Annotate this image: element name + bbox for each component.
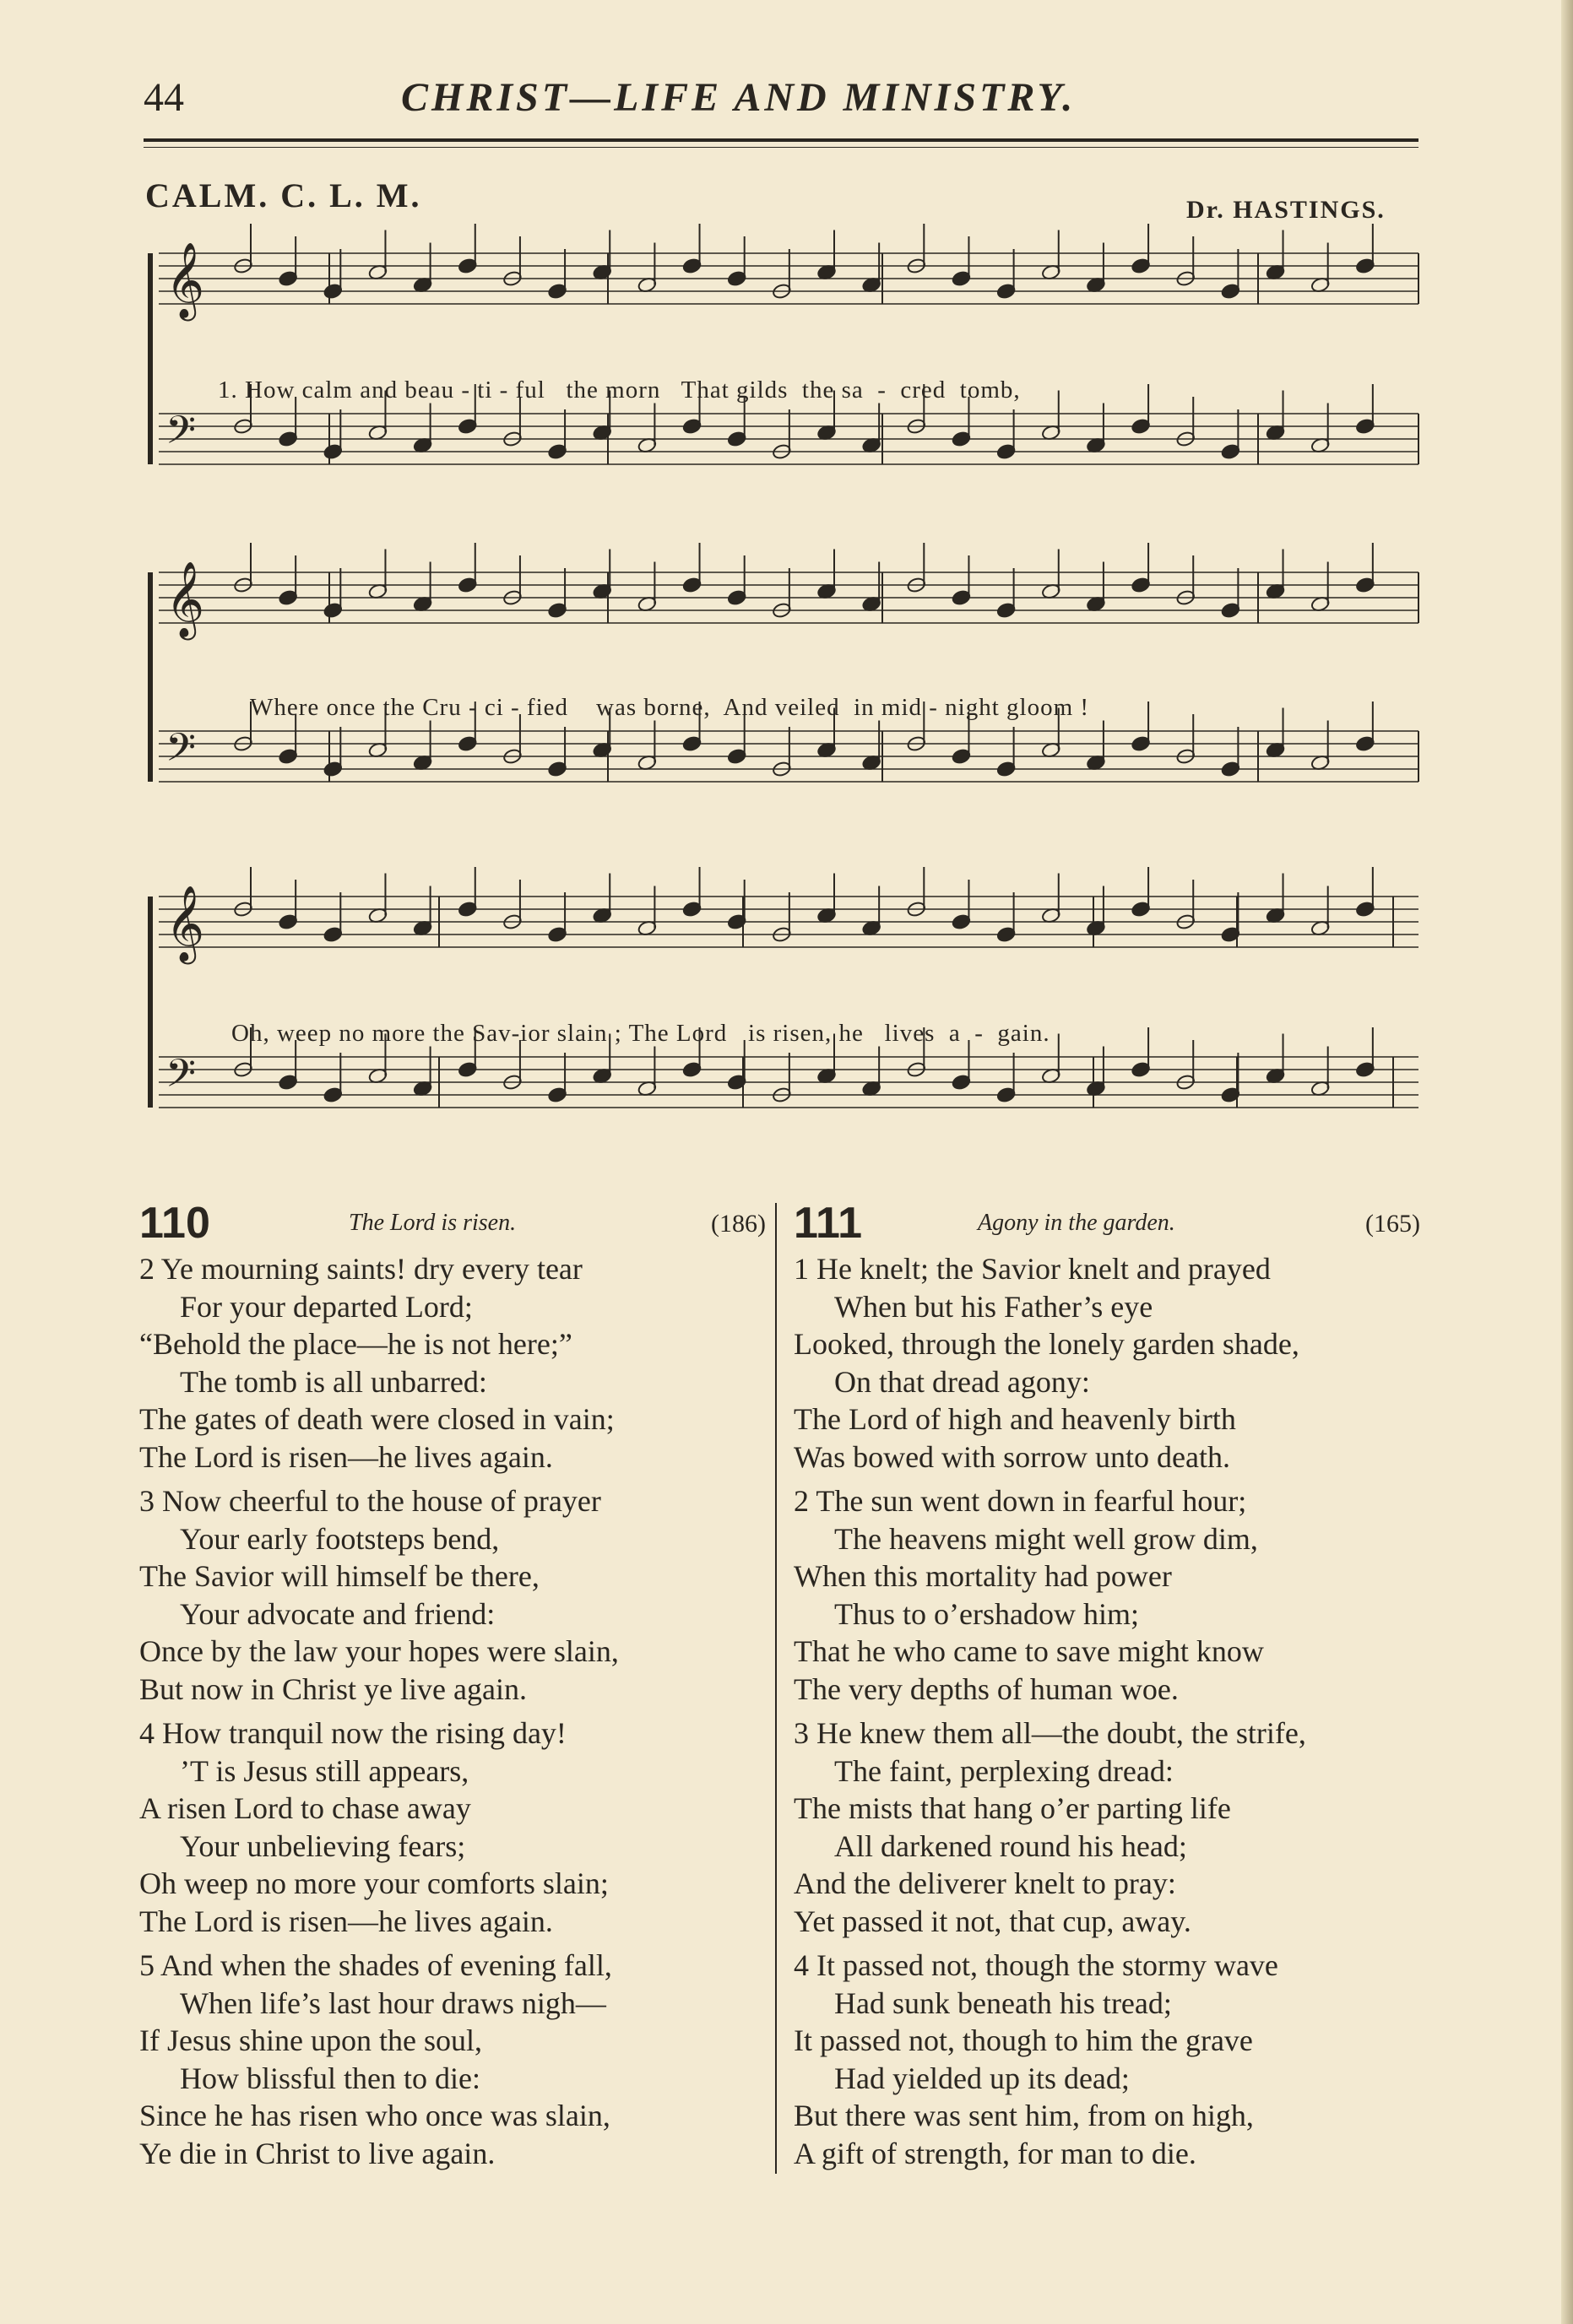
stanza-line: Once by the law your hopes were slain, bbox=[139, 1634, 619, 1668]
treble-clef: 𝄞 bbox=[165, 561, 205, 637]
stanza-line: The Lord is risen—he lives again. bbox=[139, 1439, 553, 1474]
page-number: 44 bbox=[144, 75, 184, 120]
stanza-line: The mists that hang o’er parting life bbox=[794, 1791, 1231, 1825]
stanza-line: The gates of death were closed in vain; bbox=[139, 1402, 615, 1436]
stanza-line: Was bowed with sorrow unto death. bbox=[794, 1439, 1231, 1474]
hymn-heading bbox=[794, 1199, 1420, 1248]
stanza bbox=[794, 1482, 1420, 1708]
stanza-line: 2 Ye mourning saints! dry every tear bbox=[139, 1252, 583, 1286]
stanza-line: When life’s last hour draws nigh— bbox=[180, 1985, 606, 2020]
lyric-line-1: 1. How calm and beau - ti - ful the morn That gilds the sa - cred tomb, bbox=[218, 376, 1021, 404]
stanza-line: That he who came to save might know bbox=[794, 1634, 1264, 1668]
stanza bbox=[139, 1482, 766, 1708]
stanza-line: The Lord is risen—he lives again. bbox=[139, 1904, 553, 1938]
stanza bbox=[794, 1715, 1420, 1940]
stanza bbox=[794, 1250, 1420, 1476]
bass-clef: 𝄢 bbox=[165, 1051, 197, 1106]
stanza-line: ’T is Jesus still appears, bbox=[180, 1753, 469, 1788]
stanza-line: The heavens might well grow dim, bbox=[834, 1521, 1258, 1556]
hymn-111 bbox=[794, 1199, 1420, 2172]
treble-clef: 𝄞 bbox=[165, 886, 205, 962]
stanza bbox=[794, 1947, 1420, 2172]
stanza-line: How blissful then to die: bbox=[180, 2061, 480, 2095]
stanza-line: The Savior will himself be there, bbox=[139, 1559, 540, 1593]
stanza-line: “Behold the place—he is not here;” bbox=[139, 1327, 572, 1361]
stanza-line: Oh weep no more your comforts slain; bbox=[139, 1866, 609, 1900]
stanza-line: When this mortality had power bbox=[794, 1559, 1172, 1593]
stanza-line: The faint, perplexing dread: bbox=[834, 1753, 1174, 1788]
stanza-line: But there was sent him, from on high, bbox=[794, 2099, 1254, 2132]
composer: Dr. HASTINGS. bbox=[1186, 196, 1386, 224]
stanza-line: Had sunk beneath his tread; bbox=[834, 1985, 1172, 2020]
stanza-line: All darkened round his head; bbox=[834, 1828, 1187, 1863]
treble-clef: 𝄞 bbox=[165, 242, 205, 318]
stanza bbox=[139, 1250, 766, 1476]
stanza-line: Your advocate and friend: bbox=[180, 1596, 496, 1631]
stanza-line: 3 Now cheerful to the house of prayer bbox=[139, 1484, 601, 1518]
stanza bbox=[139, 1715, 766, 1940]
stanza-line: 4 How tranquil now the rising day! bbox=[139, 1716, 567, 1750]
hymn-heading bbox=[139, 1199, 766, 1248]
stanza-line: The tomb is all unbarred: bbox=[180, 1364, 487, 1399]
stanza-list bbox=[139, 1250, 766, 2172]
stanza-line: Thus to o’ershadow him; bbox=[834, 1596, 1139, 1631]
stanza-line: But now in Christ ye live again. bbox=[139, 1671, 527, 1706]
stanza-line: For your departed Lord; bbox=[180, 1289, 473, 1324]
stanza-line: On that dread agony: bbox=[834, 1364, 1090, 1399]
stanza-line: Had yielded up its dead; bbox=[834, 2061, 1130, 2095]
hymn-subject: Agony in the garden. bbox=[978, 1210, 1175, 1236]
stanza-line: Your early footsteps bend, bbox=[180, 1521, 500, 1556]
column-divider bbox=[775, 1203, 777, 2174]
stanza-line: Looked, through the lonely garden shade, bbox=[794, 1327, 1299, 1361]
stanza-line: And the deliverer knelt to pray: bbox=[794, 1866, 1176, 1900]
stanza-line: Your unbelieving fears; bbox=[180, 1828, 466, 1863]
bass-clef: 𝄢 bbox=[165, 725, 197, 780]
stanza-line: Since he has risen who once was slain, bbox=[139, 2099, 610, 2132]
stanza-line: 4 It passed not, though the stormy wave bbox=[794, 1948, 1278, 1982]
running-title: CHRIST—LIFE AND MINISTRY. bbox=[401, 75, 1077, 120]
hymn-reference: (186) bbox=[711, 1210, 766, 1238]
stanza-line: 1 He knelt; the Savior knelt and prayed bbox=[794, 1252, 1271, 1286]
stanza-line: Yet passed it not, that cup, away. bbox=[794, 1904, 1191, 1938]
lyric-line-3: Oh, weep no more the Sav-ior slain ; The Lord is risen, he lives a - gain. bbox=[231, 1020, 1050, 1047]
stanza-line: Ye die in Christ to live again. bbox=[139, 2136, 496, 2170]
stanza-line: The very depths of human woe. bbox=[794, 1671, 1179, 1706]
stanza-line: It passed not, though to him the grave bbox=[794, 2023, 1253, 2057]
stanza-line: A risen Lord to chase away bbox=[139, 1791, 471, 1825]
stanza-line: 2 The sun went down in fearful hour; bbox=[794, 1484, 1247, 1518]
stanza-line: When but his Father’s eye bbox=[834, 1289, 1153, 1324]
bass-clef: 𝄢 bbox=[165, 408, 197, 463]
stanza-line: A gift of strength, for man to die. bbox=[794, 2136, 1196, 2170]
hymn-reference: (165) bbox=[1365, 1210, 1420, 1238]
stanza-list bbox=[794, 1250, 1420, 2172]
hymn-110 bbox=[139, 1199, 766, 2172]
lyric-line-2: Where once the Cru - ci - fied was borne, And veiled in mid - night gloom ! bbox=[250, 694, 1090, 721]
hymn-number: 111 bbox=[794, 1199, 863, 1248]
hymn-number: 110 bbox=[139, 1199, 210, 1248]
stanza-line: 5 And when the shades of evening fall, bbox=[139, 1948, 612, 1982]
stanza bbox=[139, 1947, 766, 2172]
stanza-line: 3 He knew them all—the doubt, the strife, bbox=[794, 1716, 1306, 1750]
hymn-subject: The Lord is risen. bbox=[349, 1210, 517, 1236]
tune-name: CALM. C. L. M. bbox=[145, 176, 422, 214]
stanza-line: If Jesus shine upon the soul, bbox=[139, 2023, 482, 2057]
stanza-line: The Lord of high and heavenly birth bbox=[794, 1402, 1236, 1436]
